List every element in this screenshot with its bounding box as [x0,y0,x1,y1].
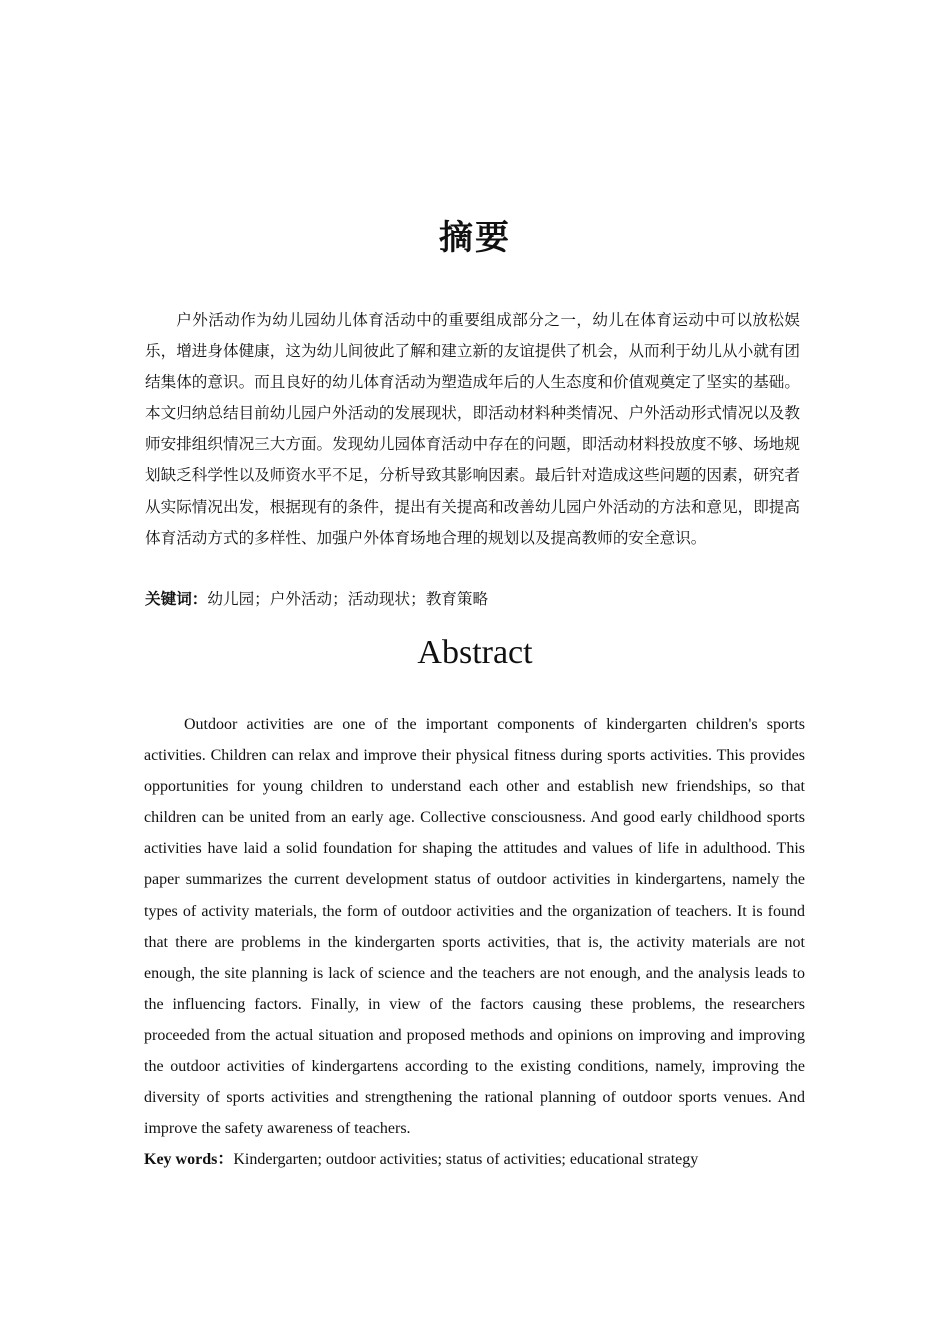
english-keywords [144,1144,805,1175]
chinese-keywords [145,583,805,615]
english-abstract-body: Outdoor activities are one of the important components of kindergarten children's sports activities. Children can relax and improve their physical fitness during sports activities. This provides opportunities for young children to understand each other and establish new friendships, so that children can be united from an early age. Collective consciousness. And good early childhood sports activities have laid a solid foundation for shaping the attitudes and values of life in adulthood. This paper summarizes the current development status of outdoor activities in kindergartens, namely the types of activity materials, the form of outdoor activities and the organization of teachers. It is found that there are problems in the kindergarten sports activities, that is, the activity materials are not enough, the site planning is lack of science and the teachers are not enough, and the analysis leads to the influencing factors. Finally, in view of the factors causing these problems, the researchers proceeded from the actual situation and proposed methods and opinions on improving and improving the outdoor activities of kindergartens according to the existing conditions, namely, improving the diversity of sports activities and strengthening the rational planning of outdoor sports venues. And improve the safety awareness of teachers. [144,716,805,1138]
english-keywords-value: Kindergarten; outdoor activities; status of activities; educational strategy [233,1151,699,1168]
english-abstract-title: Abstract [417,634,533,671]
chinese-abstract-body: 户外活动作为幼儿园幼儿体育活动中的重要组成部分之一，幼儿在体育运动中可以放松娱乐，增进身体健康，这为幼儿间彼此了解和建立新的友谊提供了机会，从而利于幼儿从小就有团结集体的意识。而且良好的幼儿体育活动为塑造成年后的人生态度和价值观奠定了坚实的基础。本文归纳总结目前幼儿园户外活动的发展现状，即活动材料种类情况、户外活动形式情况以及教师安排组织情况三大方面。发现幼儿园体育活动中存在的问题，即活动材料投放度不够、场地规划缺乏科学性以及师资水平不足，分析导致其影响因素。最后针对造成这些问题的因素，研究者从实际情况出发，根据现有的条件，提出有关提高和改善幼儿园户外活动的方法和意见，即提高体育活动方式的多样性、加强户外体育场地合理的规划以及提高教师的安全意识。 [145,311,800,547]
english-keywords-label: Key words： [144,1151,234,1168]
chinese-keywords-label: 关键词： [145,589,208,608]
chinese-abstract-title: 摘要 [439,218,511,258]
chinese-keywords-value: 幼儿园；户外活动；活动现状；教育策略 [207,590,489,608]
